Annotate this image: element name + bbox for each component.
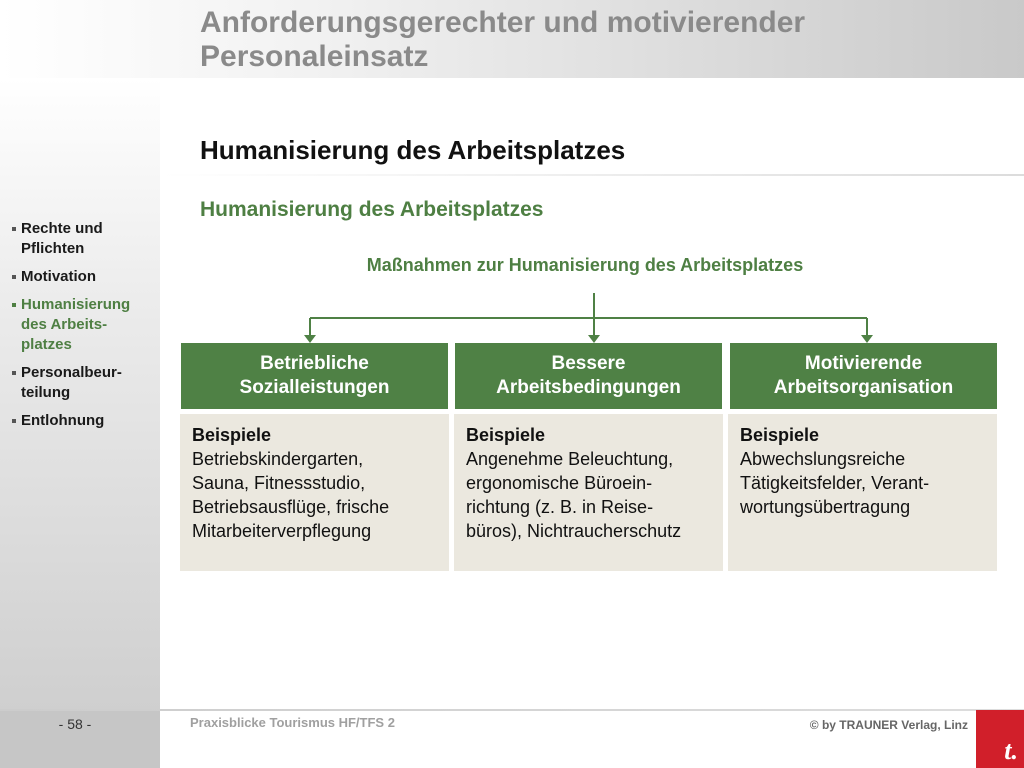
footer-book-title: Praxisblicke Tourismus HF/TFS 2 — [190, 715, 395, 730]
examples-label: Beispiele — [466, 425, 546, 445]
category-box-sozialleistungen: Betriebliche Sozialleistungen — [181, 343, 448, 409]
examples-box-arbeitsorganisation — [728, 414, 997, 571]
page-number: - 58 - — [58, 716, 92, 732]
examples-text: Betriebskindergarten, Sauna, Fitnessstudio, Betriebsausflüge, frische Mitarbeiterverpflegung — [192, 449, 390, 541]
arrow-down-icon — [588, 335, 600, 343]
sidebar-item-humanisierung[interactable]: Humanisierung des Arbeits-platzes — [12, 295, 152, 355]
examples-box-arbeitsbedingungen — [454, 414, 723, 571]
diagram-title: Maßnahmen zur Humanisierung des Arbeitsplatzes — [366, 255, 804, 275]
sub-title: Humanisierung des Arbeitsplatzes — [200, 198, 544, 221]
footer-copyright: © by TRAUNER Verlag, Linz — [809, 718, 968, 732]
sidebar-item-motivation[interactable]: Motivation — [12, 267, 152, 287]
examples-text: Abwechslungsreiche Tätigkeitsfelder, Verant- wortungsübertragung — [740, 449, 930, 517]
arrow-down-icon — [861, 335, 873, 343]
examples-text: Angenehme Beleuchtung, ergonomische Büroein- richtung (z. B. in Reise- büros), Nichtraucherschutz — [466, 449, 682, 541]
sidebar-item-entlohnung[interactable]: Entlohnung — [12, 411, 152, 431]
examples-label: Beispiele — [192, 425, 272, 445]
arrow-down-icon — [304, 335, 316, 343]
category-box-arbeitsorganisation: Motivierende Arbeitsorganisation — [730, 343, 997, 409]
publisher-logo — [976, 710, 1024, 768]
examples-box-sozialleistungen — [180, 414, 449, 571]
examples-label: Beispiele — [740, 425, 820, 445]
page-title: Anforderungsgerechter und motivierender Personaleinsatz — [200, 6, 806, 73]
sidebar-item-personalbeurteilung[interactable]: Personalbeur-teilung — [12, 363, 152, 403]
logo-text: t. — [1004, 736, 1018, 765]
section-title: Humanisierung des Arbeitsplatzes — [200, 135, 626, 165]
sidebar-item-rechte[interactable]: Rechte und Pflichten — [12, 219, 152, 259]
category-box-arbeitsbedingungen: Bessere Arbeitsbedingungen — [455, 343, 722, 409]
